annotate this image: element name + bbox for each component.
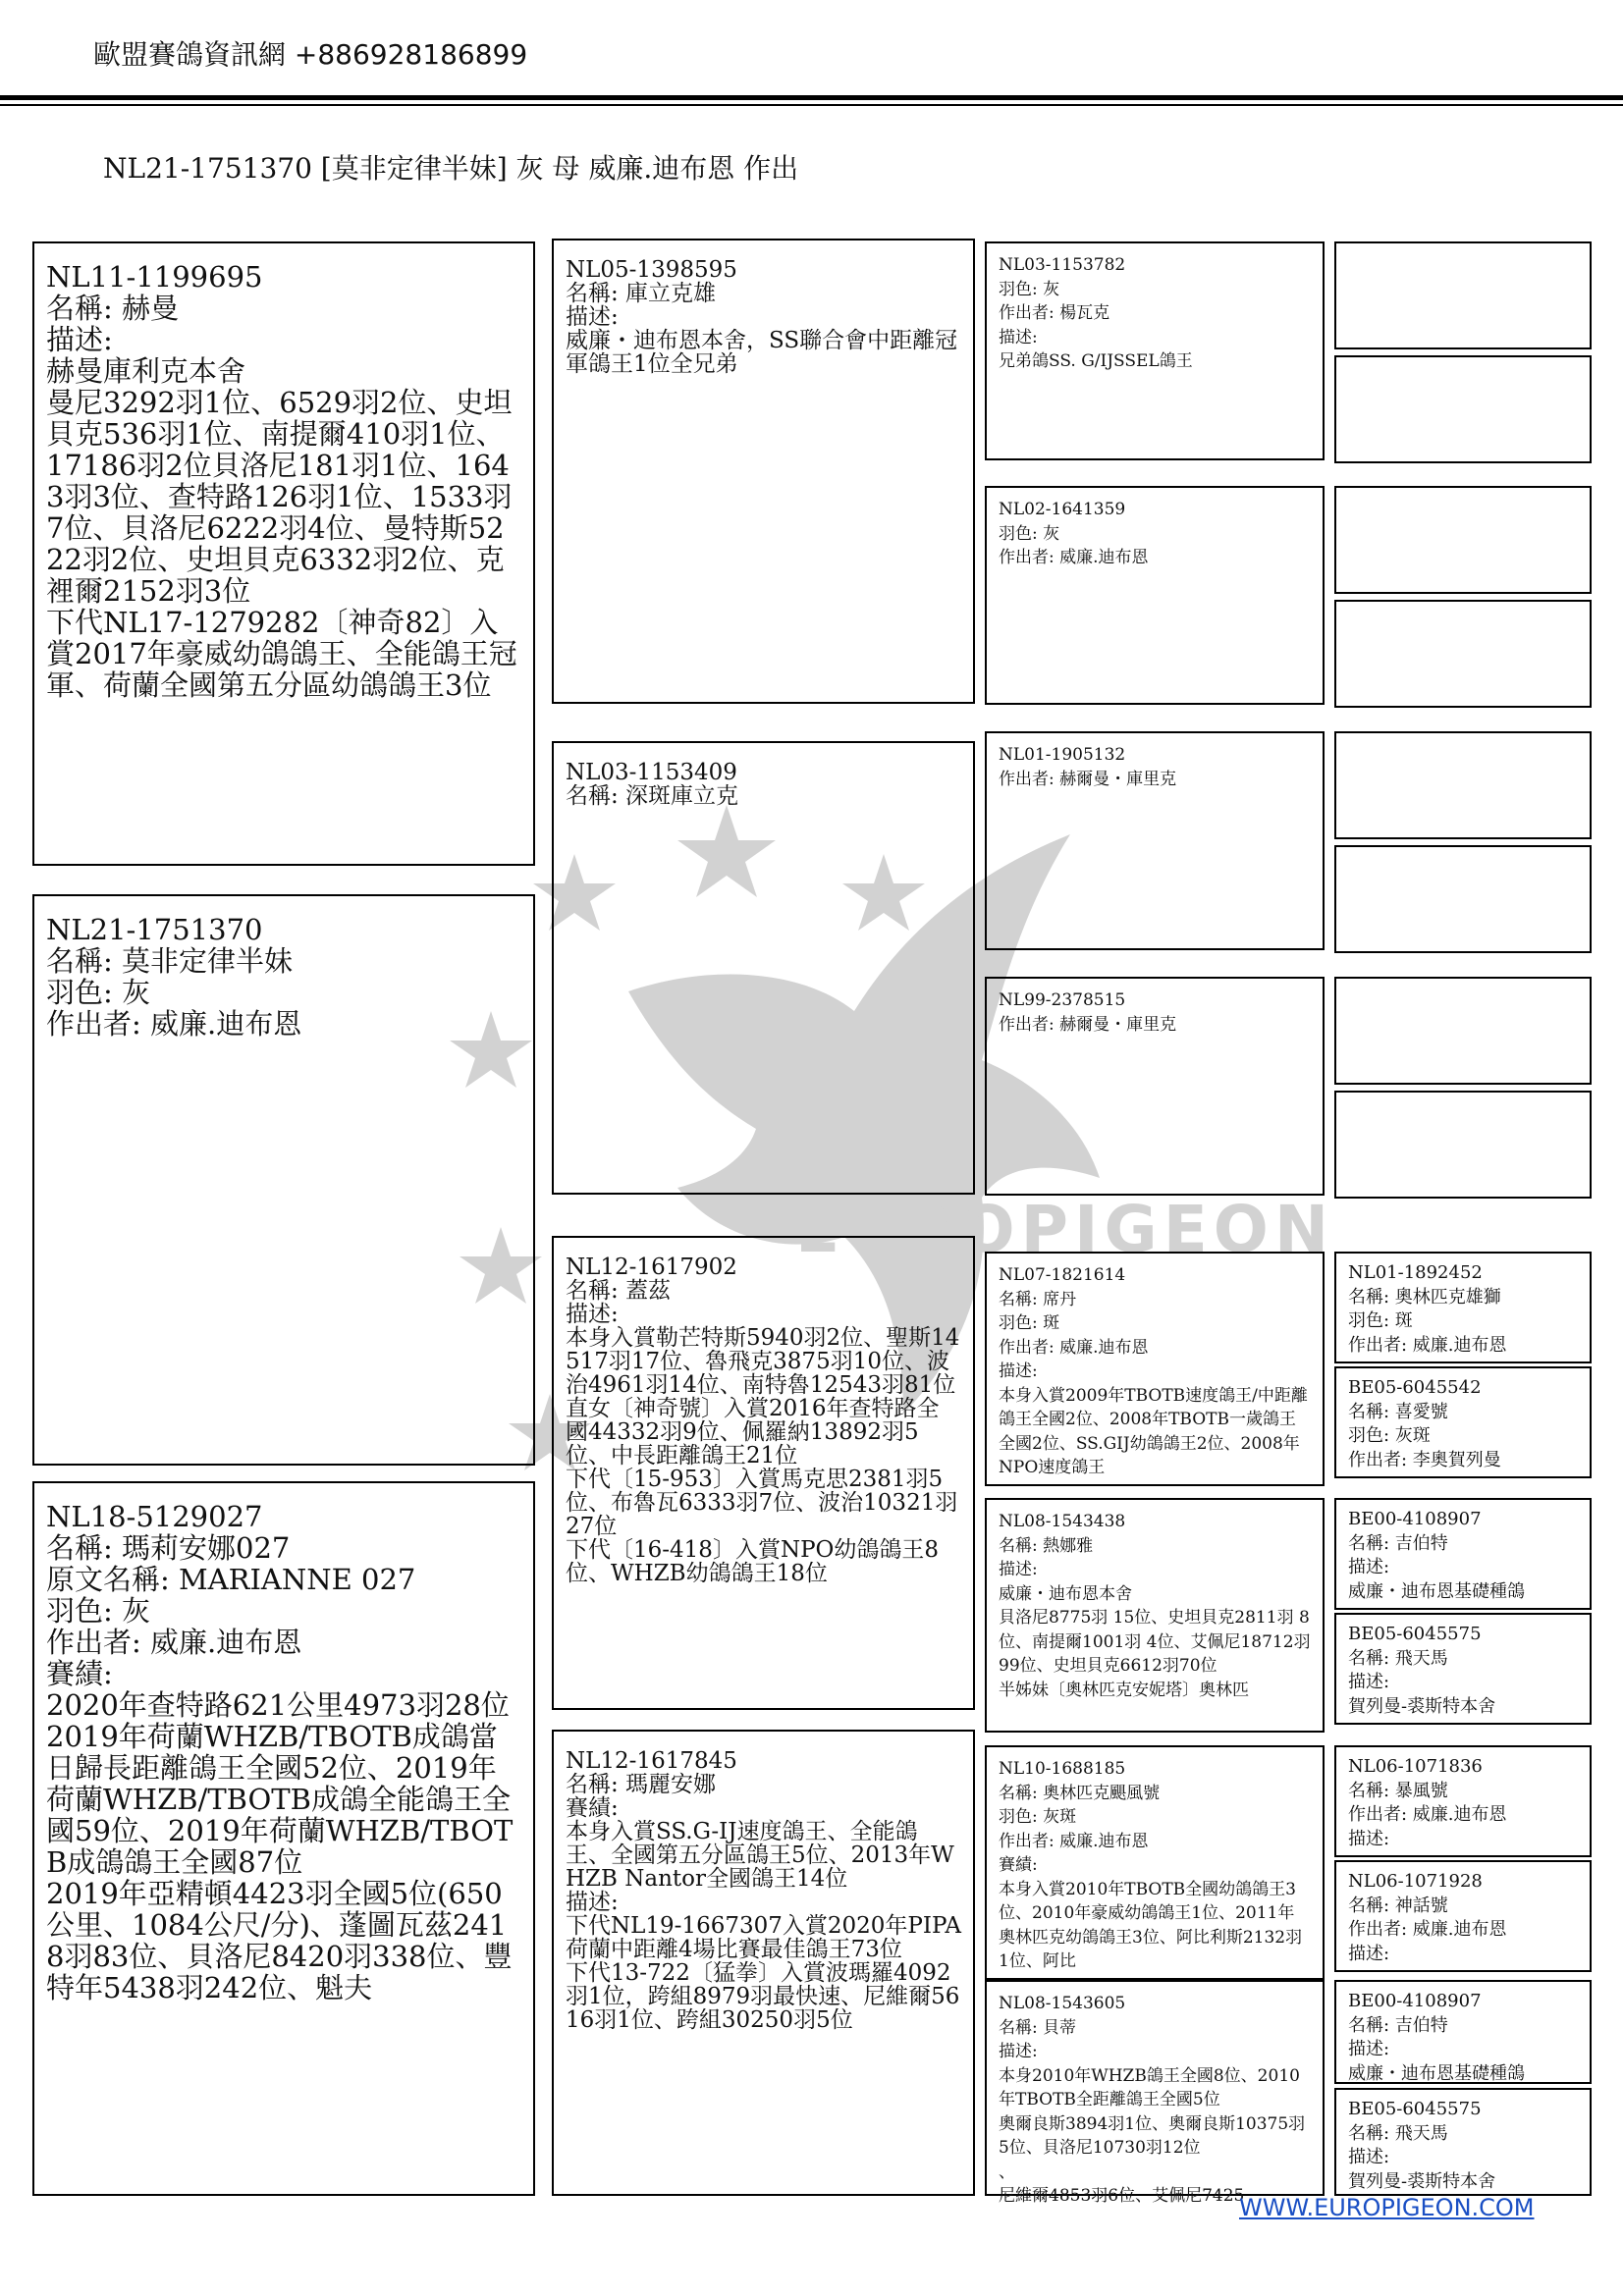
box-line: 名稱: 莫非定律半妹: [46, 944, 293, 978]
box-line: 羽色: 灰斑: [999, 1807, 1077, 1827]
website-link[interactable]: WWW.EUROPIGEON.COM: [1239, 2194, 1535, 2221]
box-line: 名稱: 奧林匹克颶風號: [999, 1783, 1161, 1803]
box-line: 原文名稱: MARIANNE 027: [46, 1563, 416, 1596]
pedigree-gen4-box: [1334, 845, 1592, 953]
box-line: 作出者: 威廉.迪布恩: [46, 1626, 302, 1659]
watermark-text: EUROPIGEON: [795, 1192, 1335, 1267]
pedigree-gen4-box: [1334, 1091, 1592, 1199]
box-line: 2019年亞精頓4423羽全國5位(650公里、1084公尺/分)、蓬圖瓦茲2418羽83位、貝洛尼8420羽338位、豐特年5438羽242位、魁夫: [46, 1877, 513, 2004]
box-line: 名稱: 席丹: [999, 1289, 1077, 1309]
box-line: 尼維爾4853羽6位、艾佩尼7425: [999, 2186, 1245, 2206]
box-line: 作出者: 威廉.迪布恩: [999, 1831, 1149, 1851]
box-line: NL08-1543605: [999, 1994, 1126, 2013]
box-line: 名稱: 庫立克雄: [566, 281, 717, 306]
pedigree-gen4-box: [1334, 1498, 1592, 1610]
pedigree-gen4-box: [1334, 1613, 1592, 1725]
box-line: 下代〔15-953〕入賞馬克思2381羽5位、布魯瓦6333羽7位、波治10321羽27位: [566, 1467, 958, 1539]
pedigree-gen3-box: [985, 1252, 1325, 1486]
box-line: 名稱: 飛天馬: [1348, 1647, 1448, 1669]
box-line: 名稱: 蓋茲: [566, 1278, 672, 1304]
box-line: BE05-6045575: [1348, 1624, 1482, 1644]
box-line: 描述:: [1348, 1557, 1390, 1577]
pedigree-grandsire-paternal: [552, 239, 975, 704]
box-line: NL21-1751370: [46, 913, 263, 946]
box-line: 描述:: [999, 1362, 1038, 1381]
box-line: NL01-1892452: [1348, 1262, 1483, 1283]
box-line: 奧爾良斯3894羽1位、奧爾良斯10375羽5位、貝洛尼10730羽12位: [999, 2113, 1306, 2158]
pedigree-gen3-box: [985, 731, 1325, 950]
box-line: 羽色: 灰: [999, 279, 1060, 299]
box-line: 描述:: [566, 304, 619, 330]
box-line: 名稱: 赫曼: [46, 292, 179, 325]
box-line: 賀列曼-裘斯特本舍: [1348, 2170, 1496, 2192]
box-line: 賽績:: [999, 1855, 1038, 1875]
pedigree-gen3-box: [985, 486, 1325, 705]
box-line: 作出者: 威廉.迪布恩: [1348, 1334, 1507, 1356]
box-line: 描述:: [46, 323, 113, 356]
box-line: BE00-4108907: [1348, 1991, 1482, 2011]
box-line: 下代NL17-1279282〔神奇82〕入賞2017年豪威幼鴿鴿王、全能鴿王冠軍、荷蘭全國第五分區幼鴿鴿王3位: [46, 606, 517, 702]
box-line: NL12-1617902: [566, 1255, 737, 1280]
box-line: 名稱: 喜愛號: [1348, 1401, 1448, 1422]
box-line: 描述:: [999, 1560, 1038, 1579]
box-line: 作出者: 威廉.迪布恩: [46, 1007, 302, 1041]
pedigree-gen3-box: [985, 977, 1325, 1196]
box-line: 本身入賞SS.G-IJ速度鴿王、全能鴿王、全國第五分區鴿王5位、2013年WHZB Nantor全國鴿王14位: [566, 1819, 954, 1892]
box-line: 威廉・迪布恩本舍，SS聯合會中距離冠軍鴿王1位全兄弟: [566, 328, 958, 377]
box-line: 賽績:: [566, 1795, 619, 1821]
box-line: 威廉・迪布恩本舍: [999, 1583, 1132, 1604]
pedigree-gen4-box: [1334, 1980, 1592, 2084]
site-header: 歐盟賽鴿資訊網 +886928186899: [93, 38, 528, 71]
box-line: NL06-1071928: [1348, 1871, 1483, 1892]
pedigree-dam: [32, 1481, 535, 2196]
pedigree-gen4-box: [1334, 977, 1592, 1085]
box-line: 描述:: [999, 2042, 1038, 2061]
box-line: 羽色: 灰斑: [1348, 1425, 1431, 1446]
box-line: 描述:: [1348, 2039, 1390, 2059]
box-line: 描述:: [1348, 2147, 1390, 2167]
pedigree-title: NL21-1751370 [莫非定律半妹] 灰 母 威廉.迪布恩 作出: [103, 152, 799, 185]
box-line: NL99-2378515: [999, 990, 1126, 1010]
box-line: 半姊妹〔奧林匹克安妮塔〕奧林匹: [999, 1680, 1249, 1700]
box-line: 作出者: 赫爾曼・庫里克: [999, 1014, 1177, 1035]
box-line: 下代13-722〔猛拳〕入賞波瑪羅4092羽1位，跨組8979羽最快速、尼維爾5616羽1位、跨組30250羽5位: [566, 1960, 960, 2033]
box-line: NL12-1617845: [566, 1748, 737, 1774]
box-line: NL11-1199695: [46, 260, 263, 294]
box-line: 下代NL19-1667307入賞2020年PIPA荷蘭中距離4場比賽最佳鴿王73位: [566, 1913, 961, 1962]
pedigree-gen4-box: [1334, 1860, 1592, 1972]
box-line: 名稱: 吉伯特: [1348, 1532, 1448, 1554]
box-line: 威廉・迪布恩基礎種鴿: [1348, 1580, 1525, 1602]
box-line: 賀列曼-裘斯特本舍: [1348, 1695, 1496, 1717]
box-line: 本身2010年WHZB鴿王全國8位、2010年TBOTB全距離鴿王全國5位: [999, 2065, 1300, 2109]
box-line: 本身入賞2010年TBOTB全國幼鴿鴿王3位、2010年豪威幼鴿鴿王1位、2011年奧林匹克幼鴿鴿王3位、阿比利斯2132羽1位、阿比: [999, 1879, 1303, 1971]
box-line: 名稱: 深斑庫立克: [566, 783, 739, 809]
box-line: 曼尼3292羽1位、6529羽2位、史坦貝克536羽1位、南提爾410羽1位、17186羽2位貝洛尼181羽1位、1643羽3位、查特路126羽1位、1533羽7位、貝洛尼6222羽4位、曼特斯5222羽2位、史坦貝克6332羽2位、克裡爾2152羽3位: [46, 386, 513, 608]
box-line: 名稱: 貝蒂: [999, 2017, 1077, 2038]
box-line: 名稱: 暴風號: [1348, 1780, 1448, 1801]
box-line: 作出者: 威廉.迪布恩: [1348, 1804, 1507, 1825]
pedigree-granddam-paternal: [552, 741, 975, 1195]
pedigree-gen4-box: [1334, 355, 1592, 463]
box-line: NL01-1905132: [999, 745, 1126, 765]
box-line: 貝洛尼8775羽 15位、史坦貝克2811羽 8位、南提爾1001羽 4位、艾佩尼18712羽99位、史坦貝克6612羽70位: [999, 1608, 1311, 1676]
box-line: 名稱: 神話號: [1348, 1895, 1448, 1916]
box-line: 羽色: 灰: [999, 523, 1060, 544]
box-line: 名稱: 熱娜雅: [999, 1535, 1094, 1556]
pedigree-gen4-box: [1334, 600, 1592, 708]
box-line: NL06-1071836: [1348, 1756, 1483, 1777]
pedigree-sire: [32, 241, 535, 866]
box-line: 作出者: 李奧賀列曼: [1348, 1449, 1501, 1470]
box-line: 名稱: 瑪莉安娜027: [46, 1531, 291, 1565]
pedigree-gen4-box: [1334, 1745, 1592, 1857]
header-rule-thin: [0, 104, 1623, 106]
pedigree-gen3-box: [985, 1498, 1325, 1733]
pedigree-gen4-box: [1334, 1366, 1592, 1478]
pedigree-gen3-box: [985, 241, 1325, 460]
box-line: 描述:: [1348, 1943, 1390, 1964]
box-line: 作出者: 赫爾曼・庫里克: [999, 769, 1177, 789]
pedigree-gen4-box: [1334, 2088, 1592, 2196]
box-line: BE05-6045575: [1348, 2099, 1482, 2119]
pedigree-grandsire-maternal: [552, 1236, 975, 1710]
pedigree-gen3-box: [985, 1745, 1325, 1980]
box-line: 、: [999, 2162, 1015, 2182]
box-line: 名稱: 瑪麗安娜: [566, 1772, 717, 1797]
box-line: NL18-5129027: [46, 1500, 263, 1533]
pedigree-gen4-box: [1334, 486, 1592, 594]
box-line: 2019年荷蘭WHZB/TBOTB成鴿當日歸長距離鴿王全國52位、2019年荷蘭WHZB/TBOTB成鴿全能鴿王全國59位、2019年荷蘭WHZB/TBOTB成鴿鴿王全國87位: [46, 1720, 514, 1879]
box-line: NL10-1688185: [999, 1759, 1126, 1779]
box-line: 兄弟鴿SS. G/IJSSEL鴿王: [999, 351, 1193, 371]
box-line: NL03-1153782: [999, 255, 1126, 275]
box-line: 下代〔16-418〕入賞NPO幼鴿鴿王8位、WHZB幼鴿鴿王18位: [566, 1537, 940, 1586]
pedigree-gen4-box: [1334, 1252, 1592, 1363]
box-line: 威廉・迪布恩基礎種鴿: [1348, 2062, 1525, 2084]
box-line: 描述:: [566, 1302, 619, 1327]
box-line: 作出者: 威廉.迪布恩: [999, 1337, 1149, 1358]
pedigree-gen4-box: [1334, 731, 1592, 839]
box-line: 本身入賞勒芒特斯5940羽2位、聖斯14517羽17位、魯飛克3875羽10位、波治4961羽14位、南特魯12543羽81位: [566, 1325, 960, 1398]
box-line: NL03-1153409: [566, 760, 737, 785]
box-line: 作出者: 威廉.迪布恩: [999, 548, 1149, 567]
box-line: 名稱: 飛天馬: [1348, 2122, 1448, 2144]
box-line: 羽色: 灰: [46, 1594, 150, 1628]
box-line: 作出者: 威廉.迪布恩: [1348, 1919, 1507, 1940]
box-line: NL02-1641359: [999, 500, 1126, 519]
box-line: 直女〔神奇號〕入賞2016年查特路全國44332羽9位、佩羅納13892羽5位、中長距離鴿王21位: [566, 1396, 940, 1468]
pedigree-granddam-maternal: [552, 1730, 975, 2196]
box-line: 作出者: 楊瓦克: [999, 303, 1110, 323]
box-line: 描述:: [566, 1890, 619, 1915]
pedigree-gen4-box: [1334, 241, 1592, 349]
box-line: BE05-6045542: [1348, 1377, 1482, 1398]
box-line: 描述:: [1348, 1828, 1390, 1849]
pedigree-gen3-box: [985, 1980, 1325, 2206]
box-line: NL05-1398595: [566, 257, 737, 283]
box-line: 本身入賞2009年TBOTB速度鴿王/中距離鴿王全國2位、2008年TBOTB一歲鴿王全國2位、SS.GIJ幼鴿鴿王2位、2008年NPO速度鴿王: [999, 1385, 1308, 1477]
box-line: 2020年查特路621公里4973羽28位: [46, 1688, 510, 1722]
box-line: 名稱: 吉伯特: [1348, 2014, 1448, 2036]
box-line: NL08-1543438: [999, 1512, 1126, 1531]
pedigree-subject: [32, 894, 535, 1466]
box-line: 賽績:: [46, 1657, 113, 1690]
box-line: 羽色: 斑: [999, 1313, 1060, 1333]
box-line: NL07-1821614: [999, 1265, 1126, 1285]
box-line: 名稱: 奧林匹克雄獅: [1348, 1286, 1501, 1308]
header-rule: [0, 95, 1623, 100]
box-line: 羽色: 灰: [46, 976, 150, 1009]
box-line: 羽色: 斑: [1348, 1310, 1413, 1331]
box-line: 描述:: [1348, 1672, 1390, 1692]
box-line: 赫曼庫利克本舍: [46, 354, 246, 388]
box-line: 描述:: [999, 327, 1038, 347]
box-line: BE00-4108907: [1348, 1509, 1482, 1529]
